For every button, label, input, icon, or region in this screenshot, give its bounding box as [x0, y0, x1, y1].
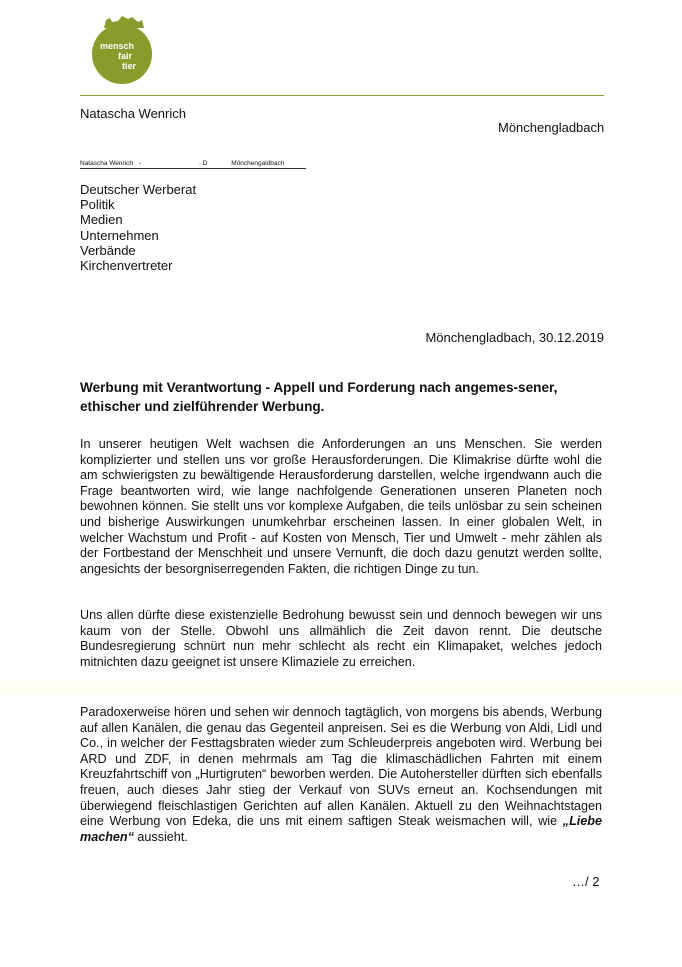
recipient-block	[80, 182, 196, 273]
header-divider	[80, 95, 604, 96]
paragraph-3-end: aussieht.	[133, 829, 188, 844]
recipient-line: Deutscher Werberat	[80, 182, 197, 197]
return-address-line	[80, 160, 306, 169]
body-paragraph-3	[80, 705, 602, 845]
body-paragraph-1: In unserer heutigen Welt wachsen die Anforderungen an uns Menschen. Sie werden komplizierter und stellen uns vor große Herausforderungen. Die Klimakrise dürfte wohl die am schwierigsten zu bewältigende Herausforderung darstellen, welche irgendwann auch die Frage beantworten wird, wie lange nachfolgende Generationen unseren Planeten noch bewohnen können. Sie stellt uns vor komplexe Aufgaben, die teils unlösbar zu sein scheinen und bisherige Auswirkungen unumkehrbar erscheinen lassen. In einer globalen Welt, in welcher Wachstum und Profit - auf Kosten von Mensch, Tier und Umwelt - mehr zählen als der Fortbestand der Menschheit und unsere Vernunft, die doch dazu genutzt werden sollte, angesichts der besorgniserregenden Fakten, die richtigen Dinge zu tun.	[80, 437, 602, 576]
recipient-line: Kirchenvertreter	[80, 258, 173, 274]
sender-city: Mönchengladbach	[498, 120, 605, 135]
return-name: Natascha Wenrich	[80, 160, 133, 167]
recipient-line: Medien	[80, 212, 123, 228]
logo-text-fair: fair	[118, 51, 133, 61]
logo-animal-silhouettes-icon	[92, 14, 154, 30]
emphasis-liebe-machen: „Liebe machen“	[80, 814, 602, 844]
paragraph-3-text: Paradoxerweise hören und sehen wir dennoch tagtäglich, von morgens bis abends, Werbung auf allen Kanälen, die genau das Gegenteil anpreisen. Sei es die Werbung von Aldi, Lidl und Co., in welcher der Festtagsbraten wieder zum Schleuderpreis angeboten wird. Werbung bei ARD und ZDF, in denen mehrmals am Tag die klimaschädlichen Fahrten mit einem Kreuzfahrtschiff von „Hurtigruten“ beworben werden. Die Autohersteller dürften sich ebenfalls freuen, auch dieses Jahr stieg der Verkauf von SUVs erneut an. Kochsendungen mit überwiegend fleischlastigen Gerichten auf allen Kanälen. Aktuell zu den Weihnachtstagen eine Werbung von Edeka, die uns mit einem saftigen Steak weismachen will, wie	[80, 705, 602, 829]
page-continuation-indicator: …/ 2	[572, 874, 600, 889]
return-sep-1: -	[138, 160, 141, 167]
sender-name: Natascha Wenrich	[80, 106, 186, 121]
recipient-line: Verbände	[80, 242, 136, 258]
mensch-fair-tier-logo	[92, 14, 154, 78]
return-sep-2: · D	[198, 160, 208, 167]
page-seam	[0, 680, 682, 694]
logo-text-tier: tier	[122, 61, 137, 71]
letter-subject: Werbung mit Verantwortung - Appell und Forderung nach angemes-sener, ethischer und zielführender Werbung.	[80, 380, 558, 414]
recipient-line: Unternehmen	[80, 227, 159, 243]
letter-date: Mönchengladbach, 30.12.2019	[425, 330, 604, 345]
body-paragraph-2: Uns allen dürfte diese existenzielle Bedrohung bewusst sein und dennoch bewegen wir uns kaum von der Stelle. Obwohl uns allmählich die Zeit davon rennt. Die deutsche Bundesregierung schnürt nun mehr schlecht als recht ein Klimapaket, welches jedoch mitnichten dazu geeignet ist unsere Klimaziele zu erreichen.	[80, 608, 602, 669]
recipient-line: Politik	[80, 197, 115, 213]
return-city: Mönchengaldbach	[231, 160, 285, 167]
logo-text-mensch: mensch	[100, 41, 135, 51]
